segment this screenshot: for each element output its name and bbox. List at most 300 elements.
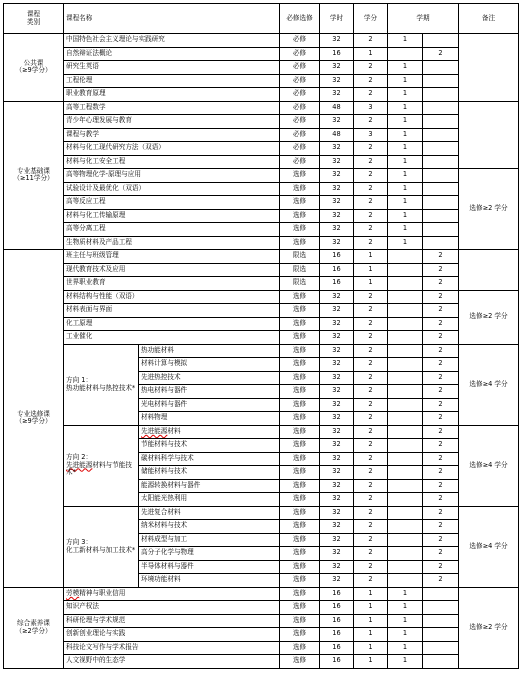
semester-1 <box>388 479 423 493</box>
course-credits: 2 <box>354 439 388 453</box>
table-row <box>4 34 519 48</box>
semester-2 <box>423 601 459 615</box>
table-row <box>4 263 519 277</box>
course-name: 太阳能光热利用 <box>139 493 280 507</box>
semester-1 <box>388 250 423 264</box>
course-type: 选修 <box>280 628 320 642</box>
course-credits: 2 <box>354 61 388 75</box>
elective-note: 选修≥4 学分 <box>459 506 519 587</box>
semester-2 <box>423 196 459 210</box>
course-credits: 2 <box>354 155 388 169</box>
course-name: 班主任与班级管理 <box>64 250 280 264</box>
course-name: 高等分离工程 <box>64 223 280 237</box>
table-row <box>4 88 519 102</box>
course-credits: 1 <box>354 277 388 291</box>
course-credits: 1 <box>354 47 388 61</box>
course-name: 试验设计及最优化（双语） <box>64 182 280 196</box>
table-row <box>4 47 519 61</box>
spellcheck-underline: 劳模 <box>66 588 80 597</box>
course-name: 现代教育技术及应用 <box>64 263 280 277</box>
course-hours: 32 <box>320 74 354 88</box>
header-required: 必修选修 <box>280 4 320 34</box>
course-type: 必修 <box>280 34 320 48</box>
course-hours: 32 <box>320 223 354 237</box>
course-type: 选修 <box>280 466 320 480</box>
course-name: 材料物理 <box>139 412 280 426</box>
course-name: 材料成型与加工 <box>139 533 280 547</box>
semester-2: 2 <box>423 493 459 507</box>
course-credits: 2 <box>354 371 388 385</box>
semester-2: 2 <box>423 304 459 318</box>
semester-1 <box>388 466 423 480</box>
course-hours: 32 <box>320 398 354 412</box>
course-credits: 3 <box>354 101 388 115</box>
semester-1: 1 <box>388 601 423 615</box>
semester-2 <box>423 641 459 655</box>
semester-2: 2 <box>423 520 459 534</box>
course-type: 必修 <box>280 61 320 75</box>
course-credits: 2 <box>354 182 388 196</box>
spellcheck-underline: 先进能源 <box>66 460 93 469</box>
semester-2: 2 <box>423 47 459 61</box>
header-row <box>4 4 519 34</box>
semester-1: 1 <box>388 115 423 129</box>
course-name: 材料结构与性能（双语） <box>64 290 280 304</box>
course-hours: 32 <box>320 439 354 453</box>
course-hours: 16 <box>320 250 354 264</box>
course-hours: 32 <box>320 479 354 493</box>
course-type: 选修 <box>280 331 320 345</box>
course-hours: 32 <box>320 304 354 318</box>
course-credits: 2 <box>354 317 388 331</box>
semester-2: 2 <box>423 290 459 304</box>
course-name: 研究生英语 <box>64 61 280 75</box>
course-credits: 2 <box>354 142 388 156</box>
table-row <box>4 115 519 129</box>
table-row <box>4 169 519 183</box>
semester-1 <box>388 560 423 574</box>
course-credits: 2 <box>354 425 388 439</box>
course-credits: 1 <box>354 614 388 628</box>
semester-2: 2 <box>423 479 459 493</box>
table-row <box>4 128 519 142</box>
course-name: 工业催化 <box>64 331 280 345</box>
course-type: 选修 <box>280 547 320 561</box>
course-name: 科技论文写作与学术报告 <box>64 641 280 655</box>
course-hours: 32 <box>320 452 354 466</box>
semester-2: 2 <box>423 412 459 426</box>
semester-1 <box>388 439 423 453</box>
course-hours: 48 <box>320 128 354 142</box>
course-credits: 2 <box>354 398 388 412</box>
semester-2: 2 <box>423 385 459 399</box>
direction-label: 方向 3： 化工新材料与加工技术* <box>64 506 139 587</box>
semester-2 <box>423 655 459 669</box>
course-type: 选修 <box>280 587 320 601</box>
semester-1 <box>388 452 423 466</box>
course-name: 高等反应工程 <box>64 196 280 210</box>
course-hours: 32 <box>320 344 354 358</box>
semester-2 <box>423 74 459 88</box>
semester-1: 1 <box>388 196 423 210</box>
semester-2 <box>423 88 459 102</box>
course-name: 高等工程数学 <box>64 101 280 115</box>
course-name: 环境功能材料 <box>139 574 280 588</box>
course-credits: 1 <box>354 601 388 615</box>
course-type: 限选 <box>280 277 320 291</box>
course-type: 选修 <box>280 520 320 534</box>
course-name: 青少年心理发展与教育 <box>64 115 280 129</box>
semester-1: 1 <box>388 142 423 156</box>
table-row <box>4 628 519 642</box>
semester-2: 2 <box>423 425 459 439</box>
course-hours: 32 <box>320 466 354 480</box>
table-row <box>4 74 519 88</box>
course-credits: 2 <box>354 506 388 520</box>
header-semester: 学期 <box>388 4 459 34</box>
semester-2: 2 <box>423 250 459 264</box>
course-credits: 2 <box>354 169 388 183</box>
course-type: 必修 <box>280 155 320 169</box>
course-hours: 48 <box>320 101 354 115</box>
table-row <box>4 236 519 250</box>
course-type: 必修 <box>280 47 320 61</box>
category-label: 公共课 （≥9学分） <box>4 34 64 102</box>
semester-1: 1 <box>388 34 423 48</box>
course-type: 选修 <box>280 371 320 385</box>
course-name: 职业教育原理 <box>64 88 280 102</box>
course-type: 必修 <box>280 74 320 88</box>
course-credits: 2 <box>354 331 388 345</box>
course-type: 选修 <box>280 655 320 669</box>
semester-2: 2 <box>423 331 459 345</box>
semester-2 <box>423 209 459 223</box>
course-name: 热电材料与器件 <box>139 385 280 399</box>
semester-1 <box>388 412 423 426</box>
course-hours: 16 <box>320 263 354 277</box>
table-row <box>4 655 519 669</box>
course-hours: 16 <box>320 587 354 601</box>
semester-1 <box>388 47 423 61</box>
semester-2 <box>423 142 459 156</box>
semester-2 <box>423 236 459 250</box>
table-row <box>4 61 519 75</box>
semester-1 <box>388 290 423 304</box>
course-type: 选修 <box>280 601 320 615</box>
course-hours: 32 <box>320 169 354 183</box>
course-type: 选修 <box>280 452 320 466</box>
semester-2: 2 <box>423 371 459 385</box>
course-name: 材料与化工现代研究方法（双语） <box>64 142 280 156</box>
table-row <box>4 101 519 115</box>
semester-2 <box>423 115 459 129</box>
course-type: 必修 <box>280 115 320 129</box>
semester-1 <box>388 371 423 385</box>
category-label: 专业基础课 （≥11学分） <box>4 101 64 250</box>
course-type: 选修 <box>280 493 320 507</box>
semester-2: 2 <box>423 574 459 588</box>
course-name: 创新创业理论与实践 <box>64 628 280 642</box>
semester-2 <box>423 614 459 628</box>
semester-1 <box>388 533 423 547</box>
semester-2 <box>423 61 459 75</box>
course-name: 材料计算与模拟 <box>139 358 280 372</box>
course-type: 选修 <box>280 317 320 331</box>
table-row <box>4 182 519 196</box>
direction-label: 方向 1： 热功能材料与热控技术* <box>64 344 139 425</box>
semester-1: 1 <box>388 236 423 250</box>
semester-2: 2 <box>423 358 459 372</box>
direction-label: 方向 2： 先进能源材料与节能技术* <box>64 425 139 506</box>
course-name: 劳模精神与职业信用 <box>64 587 280 601</box>
course-name: 能源转换材料与器件 <box>139 479 280 493</box>
course-name: 材料与化工安全工程 <box>64 155 280 169</box>
course-hours: 32 <box>320 142 354 156</box>
table-row <box>4 601 519 615</box>
course-name: 世界职业教育 <box>64 277 280 291</box>
semester-2: 2 <box>423 263 459 277</box>
semester-1: 1 <box>388 223 423 237</box>
course-hours: 32 <box>320 412 354 426</box>
course-type: 选修 <box>280 614 320 628</box>
course-name: 科研伦理与学术规范 <box>64 614 280 628</box>
course-type: 限选 <box>280 250 320 264</box>
semester-2 <box>423 128 459 142</box>
course-name: 工程伦理 <box>64 74 280 88</box>
course-credits: 2 <box>354 88 388 102</box>
course-hours: 32 <box>320 209 354 223</box>
course-type: 选修 <box>280 290 320 304</box>
course-name: 先进热控技术 <box>139 371 280 385</box>
course-name: 先进能源材料 <box>139 425 280 439</box>
course-credits: 2 <box>354 412 388 426</box>
course-name: 化工原理 <box>64 317 280 331</box>
course-credits: 2 <box>354 520 388 534</box>
course-credits: 1 <box>354 263 388 277</box>
semester-2 <box>423 155 459 169</box>
course-name: 中国特色社会主义理论与实践研究 <box>64 34 280 48</box>
table-row <box>4 614 519 628</box>
semester-1: 1 <box>388 182 423 196</box>
semester-1 <box>388 358 423 372</box>
semester-1 <box>388 385 423 399</box>
table-row <box>4 196 519 210</box>
semester-1 <box>388 317 423 331</box>
semester-2: 2 <box>423 439 459 453</box>
semester-1 <box>388 493 423 507</box>
course-hours: 32 <box>320 155 354 169</box>
table-row <box>4 425 519 439</box>
semester-1 <box>388 263 423 277</box>
semester-1 <box>388 331 423 345</box>
course-hours: 32 <box>320 506 354 520</box>
course-name: 节能材料与技术 <box>139 439 280 453</box>
semester-2 <box>423 628 459 642</box>
semester-2: 2 <box>423 533 459 547</box>
course-type: 选修 <box>280 533 320 547</box>
course-credits: 2 <box>354 74 388 88</box>
course-name: 纳米材料与技术 <box>139 520 280 534</box>
semester-2 <box>423 587 459 601</box>
semester-2 <box>423 101 459 115</box>
course-hours: 32 <box>320 115 354 129</box>
course-hours: 32 <box>320 385 354 399</box>
course-type: 选修 <box>280 196 320 210</box>
course-type: 必修 <box>280 142 320 156</box>
elective-note: 选修≥4 学分 <box>459 425 519 506</box>
semester-1 <box>388 277 423 291</box>
course-name: 光电材料与器件 <box>139 398 280 412</box>
course-credits: 2 <box>354 304 388 318</box>
header-notes: 备注 <box>459 4 519 34</box>
course-type: 选修 <box>280 304 320 318</box>
course-hours: 32 <box>320 290 354 304</box>
course-type: 选修 <box>280 209 320 223</box>
course-name: 材料与化工传输原理 <box>64 209 280 223</box>
table-row <box>4 223 519 237</box>
course-credits: 2 <box>354 574 388 588</box>
table-row <box>4 344 519 358</box>
semester-1: 1 <box>388 655 423 669</box>
course-type: 选修 <box>280 439 320 453</box>
course-name: 知识产权法 <box>64 601 280 615</box>
course-credits: 2 <box>354 385 388 399</box>
course-credits: 2 <box>354 533 388 547</box>
course-type: 必修 <box>280 128 320 142</box>
course-hours: 32 <box>320 317 354 331</box>
category-label: 综合素养课 （≥2学分） <box>4 587 64 668</box>
course-hours: 16 <box>320 655 354 669</box>
course-hours: 32 <box>320 182 354 196</box>
course-credits: 2 <box>354 479 388 493</box>
course-name: 储能材料与技术 <box>139 466 280 480</box>
course-name: 先进复合材料 <box>139 506 280 520</box>
semester-1: 1 <box>388 88 423 102</box>
course-name: 高分子化学与物理 <box>139 547 280 561</box>
semester-2: 2 <box>423 560 459 574</box>
semester-1: 1 <box>388 209 423 223</box>
course-credits: 1 <box>354 641 388 655</box>
semester-2: 2 <box>423 466 459 480</box>
course-credits: 2 <box>354 344 388 358</box>
course-hours: 32 <box>320 520 354 534</box>
semester-2: 2 <box>423 344 459 358</box>
table-row <box>4 250 519 264</box>
course-credits: 2 <box>354 223 388 237</box>
semester-1 <box>388 574 423 588</box>
table-row <box>4 506 519 520</box>
elective-note: 选修≥4 学分 <box>459 344 519 425</box>
course-credits: 2 <box>354 547 388 561</box>
course-type: 限选 <box>280 263 320 277</box>
curriculum-table <box>3 3 519 669</box>
course-type: 选修 <box>280 641 320 655</box>
course-name: 热功能材料 <box>139 344 280 358</box>
table-row <box>4 290 519 304</box>
table-row <box>4 155 519 169</box>
course-credits: 1 <box>354 587 388 601</box>
course-name: 人文视野中的生态学 <box>64 655 280 669</box>
semester-1: 1 <box>388 128 423 142</box>
course-type: 选修 <box>280 506 320 520</box>
course-hours: 32 <box>320 88 354 102</box>
course-hours: 32 <box>320 533 354 547</box>
header-course: 课程名称 <box>64 4 280 34</box>
semester-2: 2 <box>423 547 459 561</box>
course-type: 选修 <box>280 223 320 237</box>
semester-1 <box>388 344 423 358</box>
course-hours: 32 <box>320 236 354 250</box>
course-hours: 32 <box>320 331 354 345</box>
semester-1: 1 <box>388 74 423 88</box>
course-type: 选修 <box>280 574 320 588</box>
course-credits: 1 <box>354 628 388 642</box>
category-label: 专业选修课 （≥9学分） <box>4 250 64 588</box>
course-type: 选修 <box>280 479 320 493</box>
course-hours: 16 <box>320 277 354 291</box>
course-name: 高等物理化学-原理与应用 <box>64 169 280 183</box>
course-type: 选修 <box>280 358 320 372</box>
course-name: 自然辩证法概论 <box>64 47 280 61</box>
course-hours: 32 <box>320 560 354 574</box>
notes-cell <box>459 250 519 291</box>
course-hours: 32 <box>320 371 354 385</box>
course-type: 选修 <box>280 398 320 412</box>
course-credits: 2 <box>354 466 388 480</box>
semester-2 <box>423 34 459 48</box>
course-credits: 3 <box>354 128 388 142</box>
course-hours: 16 <box>320 614 354 628</box>
semester-1 <box>388 520 423 534</box>
course-type: 选修 <box>280 385 320 399</box>
semester-2: 2 <box>423 506 459 520</box>
semester-2: 2 <box>423 317 459 331</box>
course-credits: 2 <box>354 236 388 250</box>
course-credits: 2 <box>354 209 388 223</box>
course-type: 选修 <box>280 425 320 439</box>
course-credits: 2 <box>354 115 388 129</box>
header-hours: 学时 <box>320 4 354 34</box>
semester-2: 2 <box>423 452 459 466</box>
course-hours: 32 <box>320 358 354 372</box>
header-category: 课程 类别 <box>4 4 64 34</box>
table-row <box>4 304 519 318</box>
course-credits: 1 <box>354 655 388 669</box>
notes-cell <box>459 34 519 102</box>
semester-1 <box>388 506 423 520</box>
course-name: 课程与教学 <box>64 128 280 142</box>
course-hours: 32 <box>320 61 354 75</box>
table-row <box>4 331 519 345</box>
semester-1: 1 <box>388 101 423 115</box>
course-type: 选修 <box>280 236 320 250</box>
course-hours: 32 <box>320 547 354 561</box>
course-type: 必修 <box>280 88 320 102</box>
course-hours: 16 <box>320 601 354 615</box>
table-row <box>4 277 519 291</box>
table-row <box>4 209 519 223</box>
course-type: 选修 <box>280 412 320 426</box>
course-credits: 1 <box>354 250 388 264</box>
course-credits: 2 <box>354 290 388 304</box>
semester-1: 1 <box>388 155 423 169</box>
course-name: 材料表面与界面 <box>64 304 280 318</box>
course-hours: 32 <box>320 34 354 48</box>
semester-1: 1 <box>388 628 423 642</box>
course-type: 选修 <box>280 182 320 196</box>
course-type: 选修 <box>280 169 320 183</box>
course-type: 选修 <box>280 560 320 574</box>
